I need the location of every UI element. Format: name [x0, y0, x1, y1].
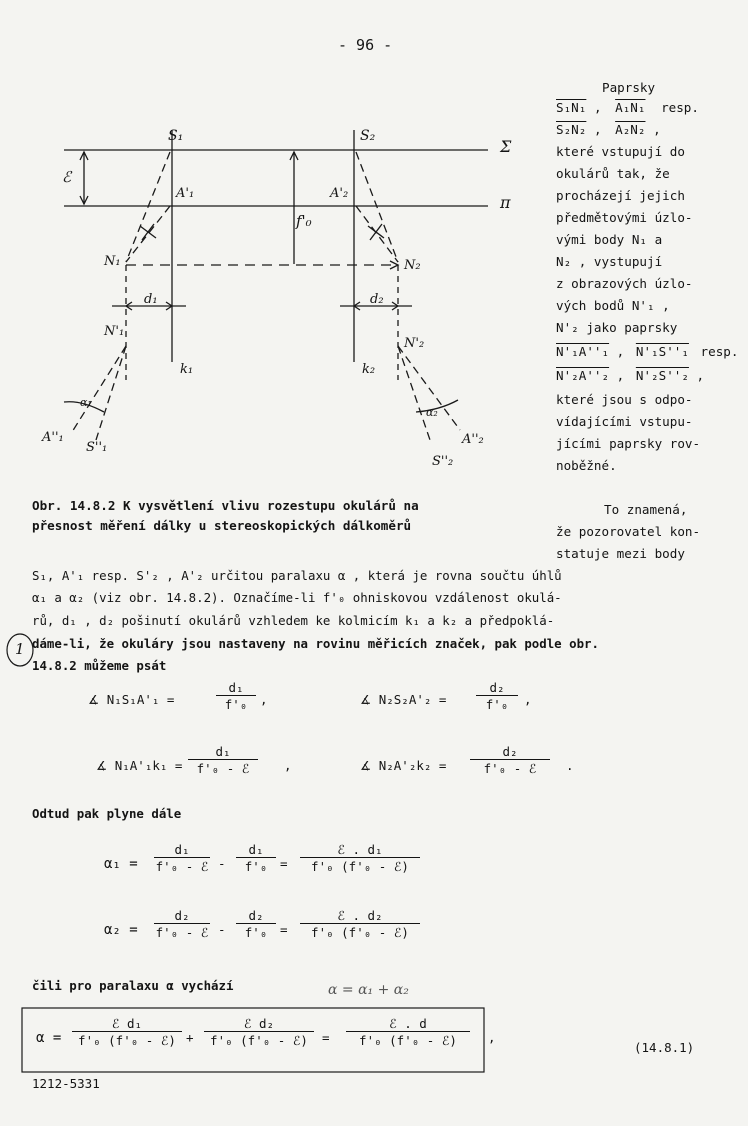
- side-line-5: okulárů tak, že: [556, 166, 670, 181]
- eq4-tail: .: [566, 758, 574, 773]
- right-cont-1: To znamená,: [604, 502, 688, 517]
- label-k1: k₁: [180, 362, 194, 377]
- final-tail: ,: [488, 1030, 496, 1045]
- final-eq: =: [322, 1030, 330, 1045]
- label-a2p: A'₂: [330, 186, 349, 201]
- eq3-tail: ,: [284, 758, 292, 773]
- alpha2-eq: =: [280, 922, 288, 937]
- side-line-12: N'₂ jako paprsky: [556, 320, 678, 335]
- eq1-lhs: ∡ N₁S₁A'₁ =: [88, 692, 175, 707]
- cili-line: čili pro paralaxu α vychází: [32, 978, 234, 993]
- alpha1-eq: =: [280, 856, 288, 871]
- side-line-2: S₁N₁ , A₁N₁ resp.: [556, 100, 699, 115]
- alpha2-frac2: $\frac{\text{d₂}}{\text{f'₀}}$: [236, 908, 276, 940]
- eq2-lhs: ∡ N₂S₂A'₂ =: [360, 692, 447, 707]
- final-lhs: α =: [36, 1030, 62, 1046]
- alpha1-frac3: ℰ . d₁ f'₀ (f'₀ - ℰ): [300, 842, 420, 874]
- body-line-5: 14.8.2 můžeme psát: [32, 658, 167, 673]
- side-line-4: které vstupují do: [556, 144, 685, 159]
- footer-code: 1212-5331: [32, 1076, 100, 1091]
- label-alpha1: α₁: [80, 396, 92, 409]
- body-line-2: α₁ a α₂ (viz obr. 14.8.2). Označíme-li f'₀ ohniskovou vzdálenost okulá-: [32, 590, 562, 605]
- side-line-8: vými body N₁ a: [556, 232, 663, 247]
- label-s1: S₁: [168, 128, 184, 144]
- side-line-11: vých bodů N'₁ ,: [556, 298, 670, 313]
- label-epsilon: ℰ: [62, 168, 72, 186]
- eq1-frac: $\frac{\text{d₁}}{\text{f'₀}}$: [216, 680, 256, 712]
- alpha1-frac1: d₁ f'₀ - ℰ: [155, 842, 209, 874]
- final-plus: +: [186, 1030, 194, 1045]
- side-line-1: Paprsky: [602, 80, 656, 95]
- label-sigma: Σ: [500, 137, 512, 156]
- label-pi: π: [500, 193, 511, 212]
- label-f0: f'₀: [296, 212, 312, 230]
- margin-note: 1: [15, 640, 25, 658]
- eq4-lhs: ∡ N₂A'₂k₂ =: [360, 758, 447, 773]
- alpha2-minus: -: [218, 922, 226, 937]
- side-line-15: které jsou s odpo-: [556, 392, 693, 407]
- final-frac1: ℰ d₁ f'₀ (f'₀ - ℰ): [72, 1016, 182, 1048]
- caption-line-2: přesnost měření dálky u stereoskopických dálkoměrů: [32, 518, 412, 533]
- alpha1-frac2: $\frac{\text{d₁}}{\text{f'₀}}$: [236, 842, 276, 874]
- side-line-18: noběžné.: [556, 458, 617, 473]
- body-line-3: rů, d₁ , d₂ pošinutí okulárů vzhledem ke kolmicím k₁ a k₂ a předpoklá-: [32, 613, 555, 628]
- label-k2: k₂: [362, 362, 376, 377]
- label-d1: d₁: [144, 292, 158, 307]
- caption-line-1: Obr. 14.8.2 K vysvětlení vlivu rozestupu okulárů na: [32, 498, 419, 513]
- eq1-tail: ,: [260, 692, 268, 707]
- eq4-frac: d₂ f'₀ - ℰ: [470, 744, 550, 776]
- side-line-3: S₂N₂ , A₂N₂ ,: [556, 122, 661, 137]
- side-line-10: z obrazových úzlo-: [556, 276, 693, 291]
- side-line-6: procházejí jejich: [556, 188, 685, 203]
- side-line-7: předmětovými úzlo-: [556, 210, 693, 225]
- label-a1pp: A''₁: [42, 430, 64, 445]
- eq2-tail: ,: [524, 692, 532, 707]
- page-number: - 96 -: [338, 36, 393, 54]
- right-cont-2: že pozorovatel kon-: [556, 524, 701, 539]
- alpha1-minus: -: [218, 856, 226, 871]
- alpha2-frac3: ℰ . d₂ f'₀ (f'₀ - ℰ): [300, 908, 420, 940]
- eq3-frac: d₁ f'₀ - ℰ: [188, 744, 258, 776]
- alpha2-lhs: α₂ =: [104, 922, 138, 938]
- side-line-16: vídajícími vstupu-: [556, 414, 693, 429]
- equation-number: (14.8.1): [634, 1040, 695, 1055]
- right-cont-3: statuje mezi body: [556, 546, 685, 561]
- final-frac3: ℰ . d f'₀ (f'₀ - ℰ): [346, 1016, 470, 1048]
- label-s2: S₂: [360, 128, 376, 144]
- body-line-4: dáme-li, že okuláry jsou nastaveny na rovinu měřicích značek, pak podle obr.: [32, 636, 599, 651]
- label-a1p: A'₁: [176, 186, 195, 201]
- side-line-9: N₂ , vystupují: [556, 254, 663, 269]
- eq2-frac: $\frac{\text{d₂}}{\text{f'₀}}$: [476, 680, 518, 712]
- label-n2: N₂: [404, 258, 421, 273]
- side-line-14: N'₂A''₂ , N'₂S''₂ ,: [556, 368, 705, 383]
- body-line-1: S₁, A'₁ resp. S'₂ , A'₂ určitou paralaxu α , která je rovna součtu úhlů: [32, 568, 562, 583]
- label-s1pp: S''₁: [86, 440, 108, 455]
- final-frac2: ℰ d₂ f'₀ (f'₀ - ℰ): [204, 1016, 314, 1048]
- alpha1-lhs: α₁ =: [104, 856, 138, 872]
- eq3-lhs: ∡ N₁A'₁k₁ =: [96, 758, 183, 773]
- label-d2: d₂: [370, 292, 384, 307]
- handwritten-note: α = α₁ + α₂: [328, 982, 409, 998]
- side-line-13: N'₁A''₁ , N'₁S''₁ resp.: [556, 344, 739, 359]
- label-n1p: N'₁: [104, 324, 125, 339]
- label-n2p: N'₂: [404, 336, 425, 351]
- side-line-17: jícími paprsky rov-: [556, 436, 701, 451]
- label-alpha2: α₂: [426, 406, 438, 419]
- label-n1: N₁: [104, 254, 121, 269]
- label-s2pp: S''₂: [432, 454, 454, 469]
- alpha2-frac1: d₂ f'₀ - ℰ: [155, 908, 209, 940]
- label-a2pp: A''₂: [462, 432, 484, 447]
- odtud-line: Odtud pak plyne dále: [32, 806, 182, 821]
